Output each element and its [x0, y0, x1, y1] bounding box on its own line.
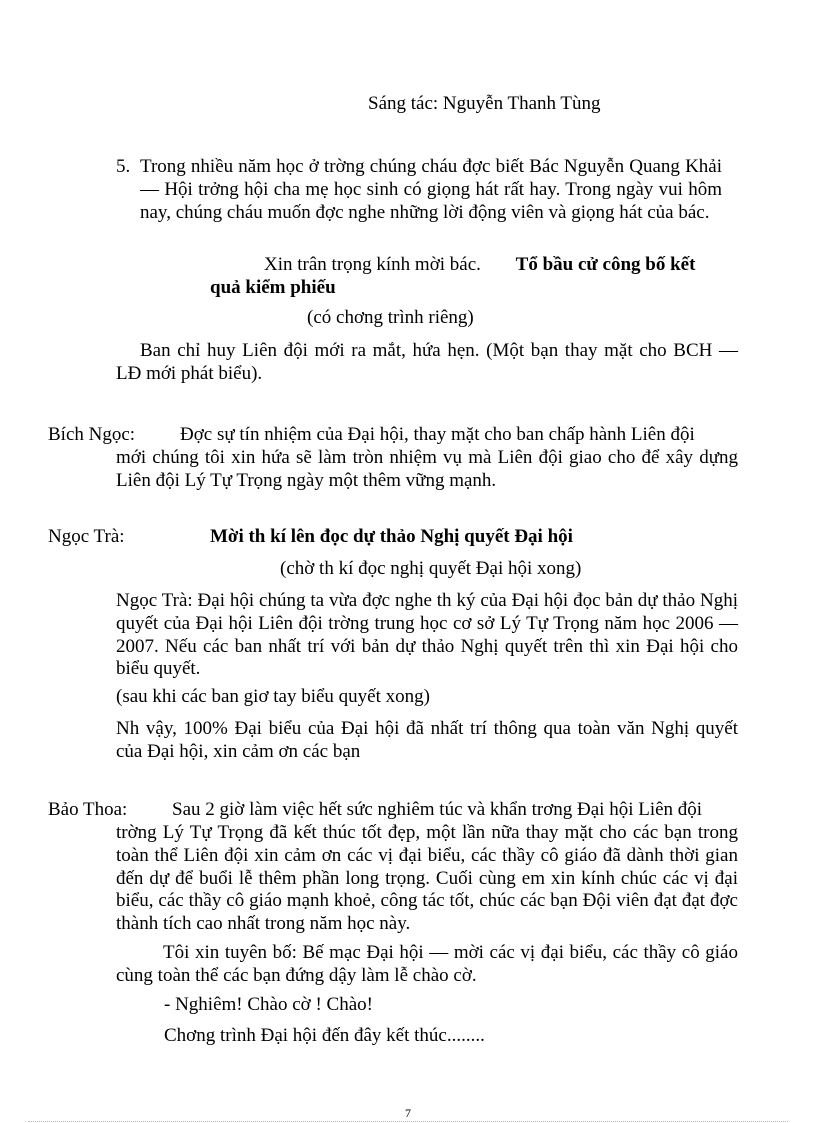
- program-end: Chơng trình Đại hội đến đây kết thúc........: [164, 1025, 485, 1046]
- ngoc-tra-para1: Ngọc Trà: Đại hội chúng ta vừa đợc nghe th ký của Đại hội đọc bản dự thảo Nghị quyết của Đại hội Liên đội trờng trung học cơ sở Lý Tự Trọng năm học 2006 — 2007. Nếu các ban nhất trí với bản dự thảo Nghị quyết trên thì xin Đại hội cho biểu quyết.: [116, 590, 738, 680]
- vote-result-heading-part1: Tổ bầu cử công bố kết: [515, 254, 696, 275]
- item-5-number: 5.: [116, 156, 131, 177]
- ngoc-tra-para3: Nh vậy, 100% Đại biểu của Đại hội đã nhất trí thông qua toàn văn Nghị quyết của Đại hội, xin cảm ơn các bạn: [116, 718, 738, 762]
- ngoc-tra-para2: (sau khi các ban giơ tay biểu quyết xong): [116, 686, 430, 707]
- invite-line: [264, 254, 724, 277]
- bich-ngoc-text-rest: mới chúng tôi xin hứa sẽ làm tròn nhiệm vụ mà Liên đội giao cho để xây dựng Liên đội Lý Tự Trọng ngày một thêm vững mạnh.: [116, 447, 738, 491]
- bao-thoa-text-first: Sau 2 giờ làm việc hết sức nghiêm túc và khẩn trơng Đại hội Liên đội: [172, 799, 703, 820]
- speaker-bich-ngoc: Bích Ngọc:: [48, 424, 136, 445]
- ngoc-tra-heading: Mời th kí lên đọc dự thảo Nghị quyết Đại hội: [210, 526, 573, 547]
- salute-line: - Nghiêm! Chào cờ ! Chào!: [164, 994, 373, 1015]
- page-number: 7: [405, 1106, 411, 1120]
- speaker-bao-thoa: Bảo Thoa:: [48, 799, 128, 820]
- footer-dotted-line: [28, 1121, 788, 1122]
- speaker-ngoc-tra: Ngọc Trà:: [48, 526, 125, 547]
- bao-thoa-closing: Tôi xin tuyên bố: Bế mạc Đại hội — mời các vị đại biểu, các thầy cô giáo cùng toàn thể các bạn đứng dậy làm lễ chào cờ.: [116, 942, 738, 986]
- item-5-text: Trong nhiều năm học ở trờng chúng cháu đợc biết Bác Nguyễn Quang Khải — Hội trởng hội cha mẹ học sinh có giọng hát rất hay. Trong ngày vui hôm nay, chúng cháu muốn đợc nghe những lời động viên và giọng hát của bác.: [140, 156, 722, 223]
- bch-intro: Ban chỉ huy Liên đội mới ra mắt, hứa hẹn. (Một bạn thay mặt cho BCH — LĐ mới phát biểu).: [116, 340, 738, 384]
- composer-credit: Sáng tác: Nguyễn Thanh Tùng: [368, 93, 601, 114]
- ngoc-tra-note: (chờ th kí đọc nghị quyết Đại hội xong): [280, 558, 582, 579]
- bao-thoa-text-rest: trờng Lý Tự Trọng đã kết thúc tốt đẹp, một lần nữa thay mặt cho các bạn trong toàn thể Liên đội xin cảm ơn các vị đại biểu, các thầy cô giáo đã dành thời gian đến dự để buổi lễ thêm phần long trọng. Cuối cùng em xin kính chúc các vị đại biểu, các thầy cô giáo mạnh khoẻ, công tác tốt, chúc các bạn Đội viên đạt đạt đợc thành tích cao nhất trong năm học này.: [116, 822, 738, 935]
- vote-result-heading-part2: quả kiểm phiếu: [210, 277, 336, 298]
- invite-text: Xin trân trọng kính mời bác.: [264, 254, 481, 275]
- separate-program-note: (có chơng trình riêng): [307, 307, 474, 328]
- bich-ngoc-text-first: Đợc sự tín nhiệm của Đại hội, thay mặt cho ban chấp hành Liên đội: [180, 424, 695, 445]
